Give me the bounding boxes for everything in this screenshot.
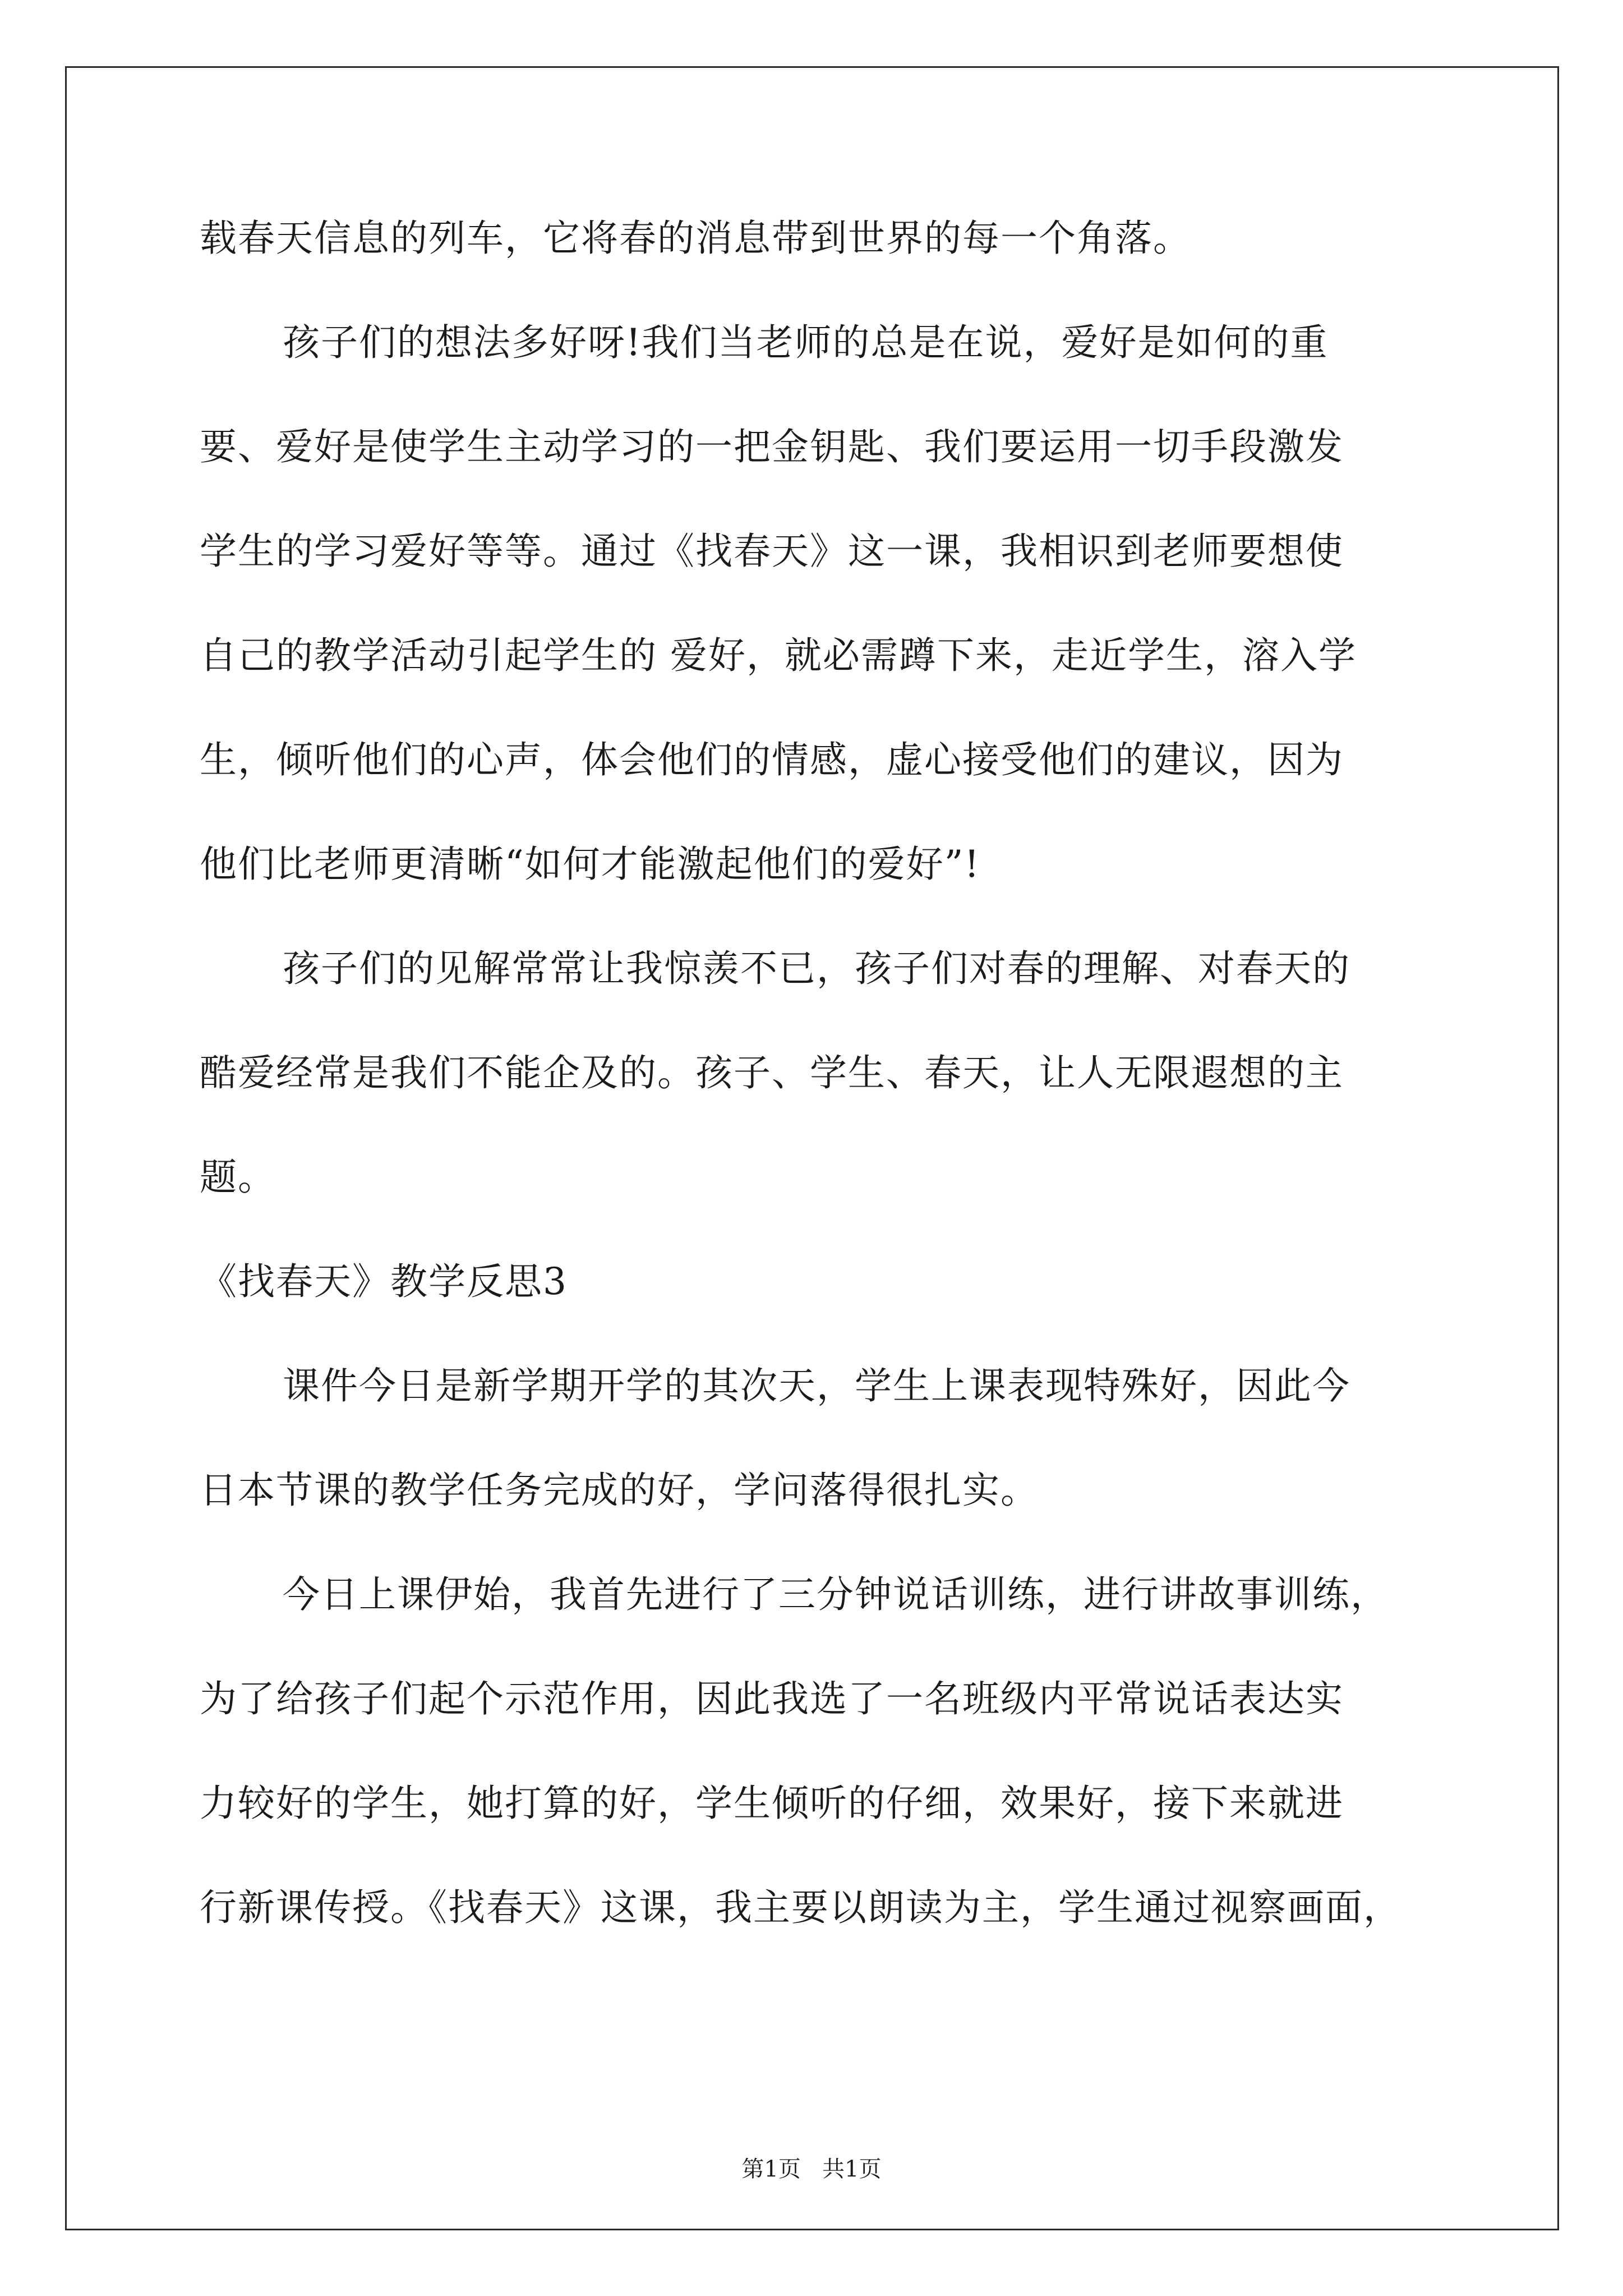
text-line: 题。 xyxy=(200,1156,276,1199)
text-line: 行新课传授。《找春天》这课，我主要以朗读为主，学生通过视察画面， xyxy=(200,1886,1401,1929)
page-footer: 第1页 共1页 xyxy=(741,2156,882,2182)
text-line: 酷爱经常是我们不能企及的。孩子、学生、春天，让人无限遐想的主 xyxy=(200,1051,1344,1094)
paragraph-start-line: 孩子们的见解常常让我惊羡不已，孩子们对春的理解、对春天的 xyxy=(283,947,1350,990)
text-line: 力较好的学生，她打算的好，学生倾听的仔细，效果好，接下来就进 xyxy=(200,1782,1344,1825)
paragraph-start-line: 课件今日是新学期开学的其次天，学生上课表现特殊好，因此今 xyxy=(283,1364,1350,1407)
section-heading: 《找春天》教学反思3 xyxy=(200,1260,568,1303)
text-line: 他们比老师更清晰“如何才能激起他们的爱好”! xyxy=(200,843,981,886)
text-line: 要、爱好是使学生主动学习的一把金钥匙、我们要运用一切手段激发 xyxy=(200,425,1344,468)
paragraph-start-line: 今日上课伊始，我首先进行了三分钟说话训练，进行讲故事训练， xyxy=(283,1573,1389,1616)
text-line: 日本节课的教学任务完成的好，学问落得很扎实。 xyxy=(200,1469,1039,1512)
text-line: 生，倾听他们的心声，体会他们的情感，虚心接受他们的建议，因为 xyxy=(200,738,1344,781)
text-line: 为了给孩子们起个示范作用，因此我选了一名班级内平常说话表达实 xyxy=(200,1677,1344,1720)
text-line: 自己的教学活动引起学生的 爱好，就必需蹲下来，走近学生，溶入学 xyxy=(200,634,1357,677)
text-line: 学生的学习爱好等等。通过《找春天》这一课，我相识到老师要想使 xyxy=(200,530,1344,573)
text-line: 载春天信息的列车，它将春的消息带到世界的每一个角落。 xyxy=(200,217,1191,260)
paragraph-start-line: 孩子们的想法多好呀!我们当老师的总是在说，爱好是如何的重 xyxy=(283,321,1329,364)
